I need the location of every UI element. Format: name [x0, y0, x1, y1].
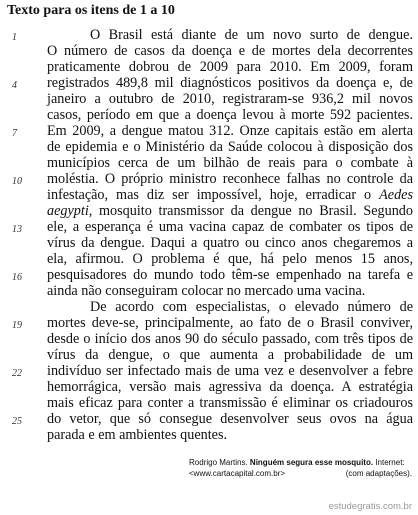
line-number: 16 — [12, 272, 22, 283]
text-line-aedes — [47, 187, 413, 203]
text-line: desde o início dos anos 90 do século passado, com três tipos de — [47, 331, 413, 347]
line-number: 4 — [12, 80, 17, 91]
source-citation — [189, 458, 405, 467]
species-word: Aedes — [379, 187, 413, 203]
text-line: mais eficaz para conter a transmissão é eliminar os criadouros — [47, 395, 413, 411]
line-number: 25 — [12, 416, 22, 427]
line-number: 19 — [12, 320, 22, 331]
line-number: 7 — [12, 128, 17, 139]
line-number: 13 — [12, 224, 22, 235]
text-line: indivíduo ser infectado mais de uma vez e desenvolver a febre — [47, 363, 413, 379]
text-line: O Brasil está diante de um novo surto de dengue. — [90, 27, 413, 43]
text-line: ela, afirmou. O problema é que, há pelo menos 15 anos, — [47, 251, 413, 267]
line-number: 1 — [12, 32, 17, 43]
text-line: registrados 489,8 mil diagnósticos positivos da doença e, de — [47, 75, 413, 91]
line-number: 10 — [12, 176, 22, 187]
text-line: ele, a esperança é uma vacina capaz de combater os tipos de — [47, 219, 413, 235]
text-line: mortes deve-se, principalmente, ao fato de o Brasil conviver, — [47, 315, 413, 331]
text-fragment: , mosquito transmissor da dengue no Brasil. Segundo — [88, 203, 413, 219]
text-line: municípios cerca de um bilhão de reais para o combate à — [47, 155, 413, 171]
text-line: O número de casos da doença e de mortes dela decorrentes — [47, 43, 413, 59]
text-line: janeiro a outubro de 2010, registraram-se 936,2 mil novos — [47, 91, 413, 107]
watermark: estudegratis.com.br — [328, 501, 412, 512]
text-line: praticamente dobrou de 2009 para 2010. Em 2009, foram — [47, 59, 413, 75]
text-line: hemorrágica, versão mais agressiva da doença. A estratégia — [47, 379, 413, 395]
text-line: vírus da dengue, o que aumenta a probabilidade de um — [47, 347, 413, 363]
text-line: ainda não conseguiram colocar no mercado uma vacina. — [47, 283, 366, 299]
source-note: (com adaptações). — [345, 469, 412, 478]
source-author: Rodrigo Martins. — [189, 458, 248, 467]
text-line: casos, período em que a doença levou à morte 592 pacientes. — [47, 107, 413, 123]
text-line: De acordo com especialistas, o elevado número de — [90, 299, 413, 315]
source-url: <www.cartacapital.com.br> — [189, 469, 286, 478]
source-internet: Internet: — [375, 458, 405, 467]
text-line: pesquisadores do mundo todo têm-se empenhado na tarefa e — [47, 267, 413, 283]
text-line: parada e em ambientes quentes. — [47, 427, 228, 443]
text-fragment: infestação, mas diz ser impossível, hoje, erradicar o — [47, 187, 380, 203]
source-title: Ninguém segura esse mosquito. — [249, 458, 374, 467]
text-line: moléstia. O próprio ministro reconhece falhas no controle da — [47, 171, 413, 187]
page-title: Texto para os itens de 1 a 10 — [7, 3, 175, 18]
text-line: de epidemia e o Ministério da Saúde colocou à disposição dos — [47, 139, 413, 155]
line-number: 22 — [12, 368, 22, 379]
text-line-aegypti — [47, 203, 413, 219]
text-line: Em 2009, a dengue matou 312. Onze capitais estão em alerta — [47, 123, 413, 139]
source-url-line — [189, 469, 412, 478]
text-line: do vetor, que só consegue desenvolver seus ovos na água — [47, 411, 413, 427]
text-line: vírus da dengue. Daqui a quatro ou cinco anos chegaremos a — [47, 235, 413, 251]
species-word: aegypti — [47, 203, 89, 219]
